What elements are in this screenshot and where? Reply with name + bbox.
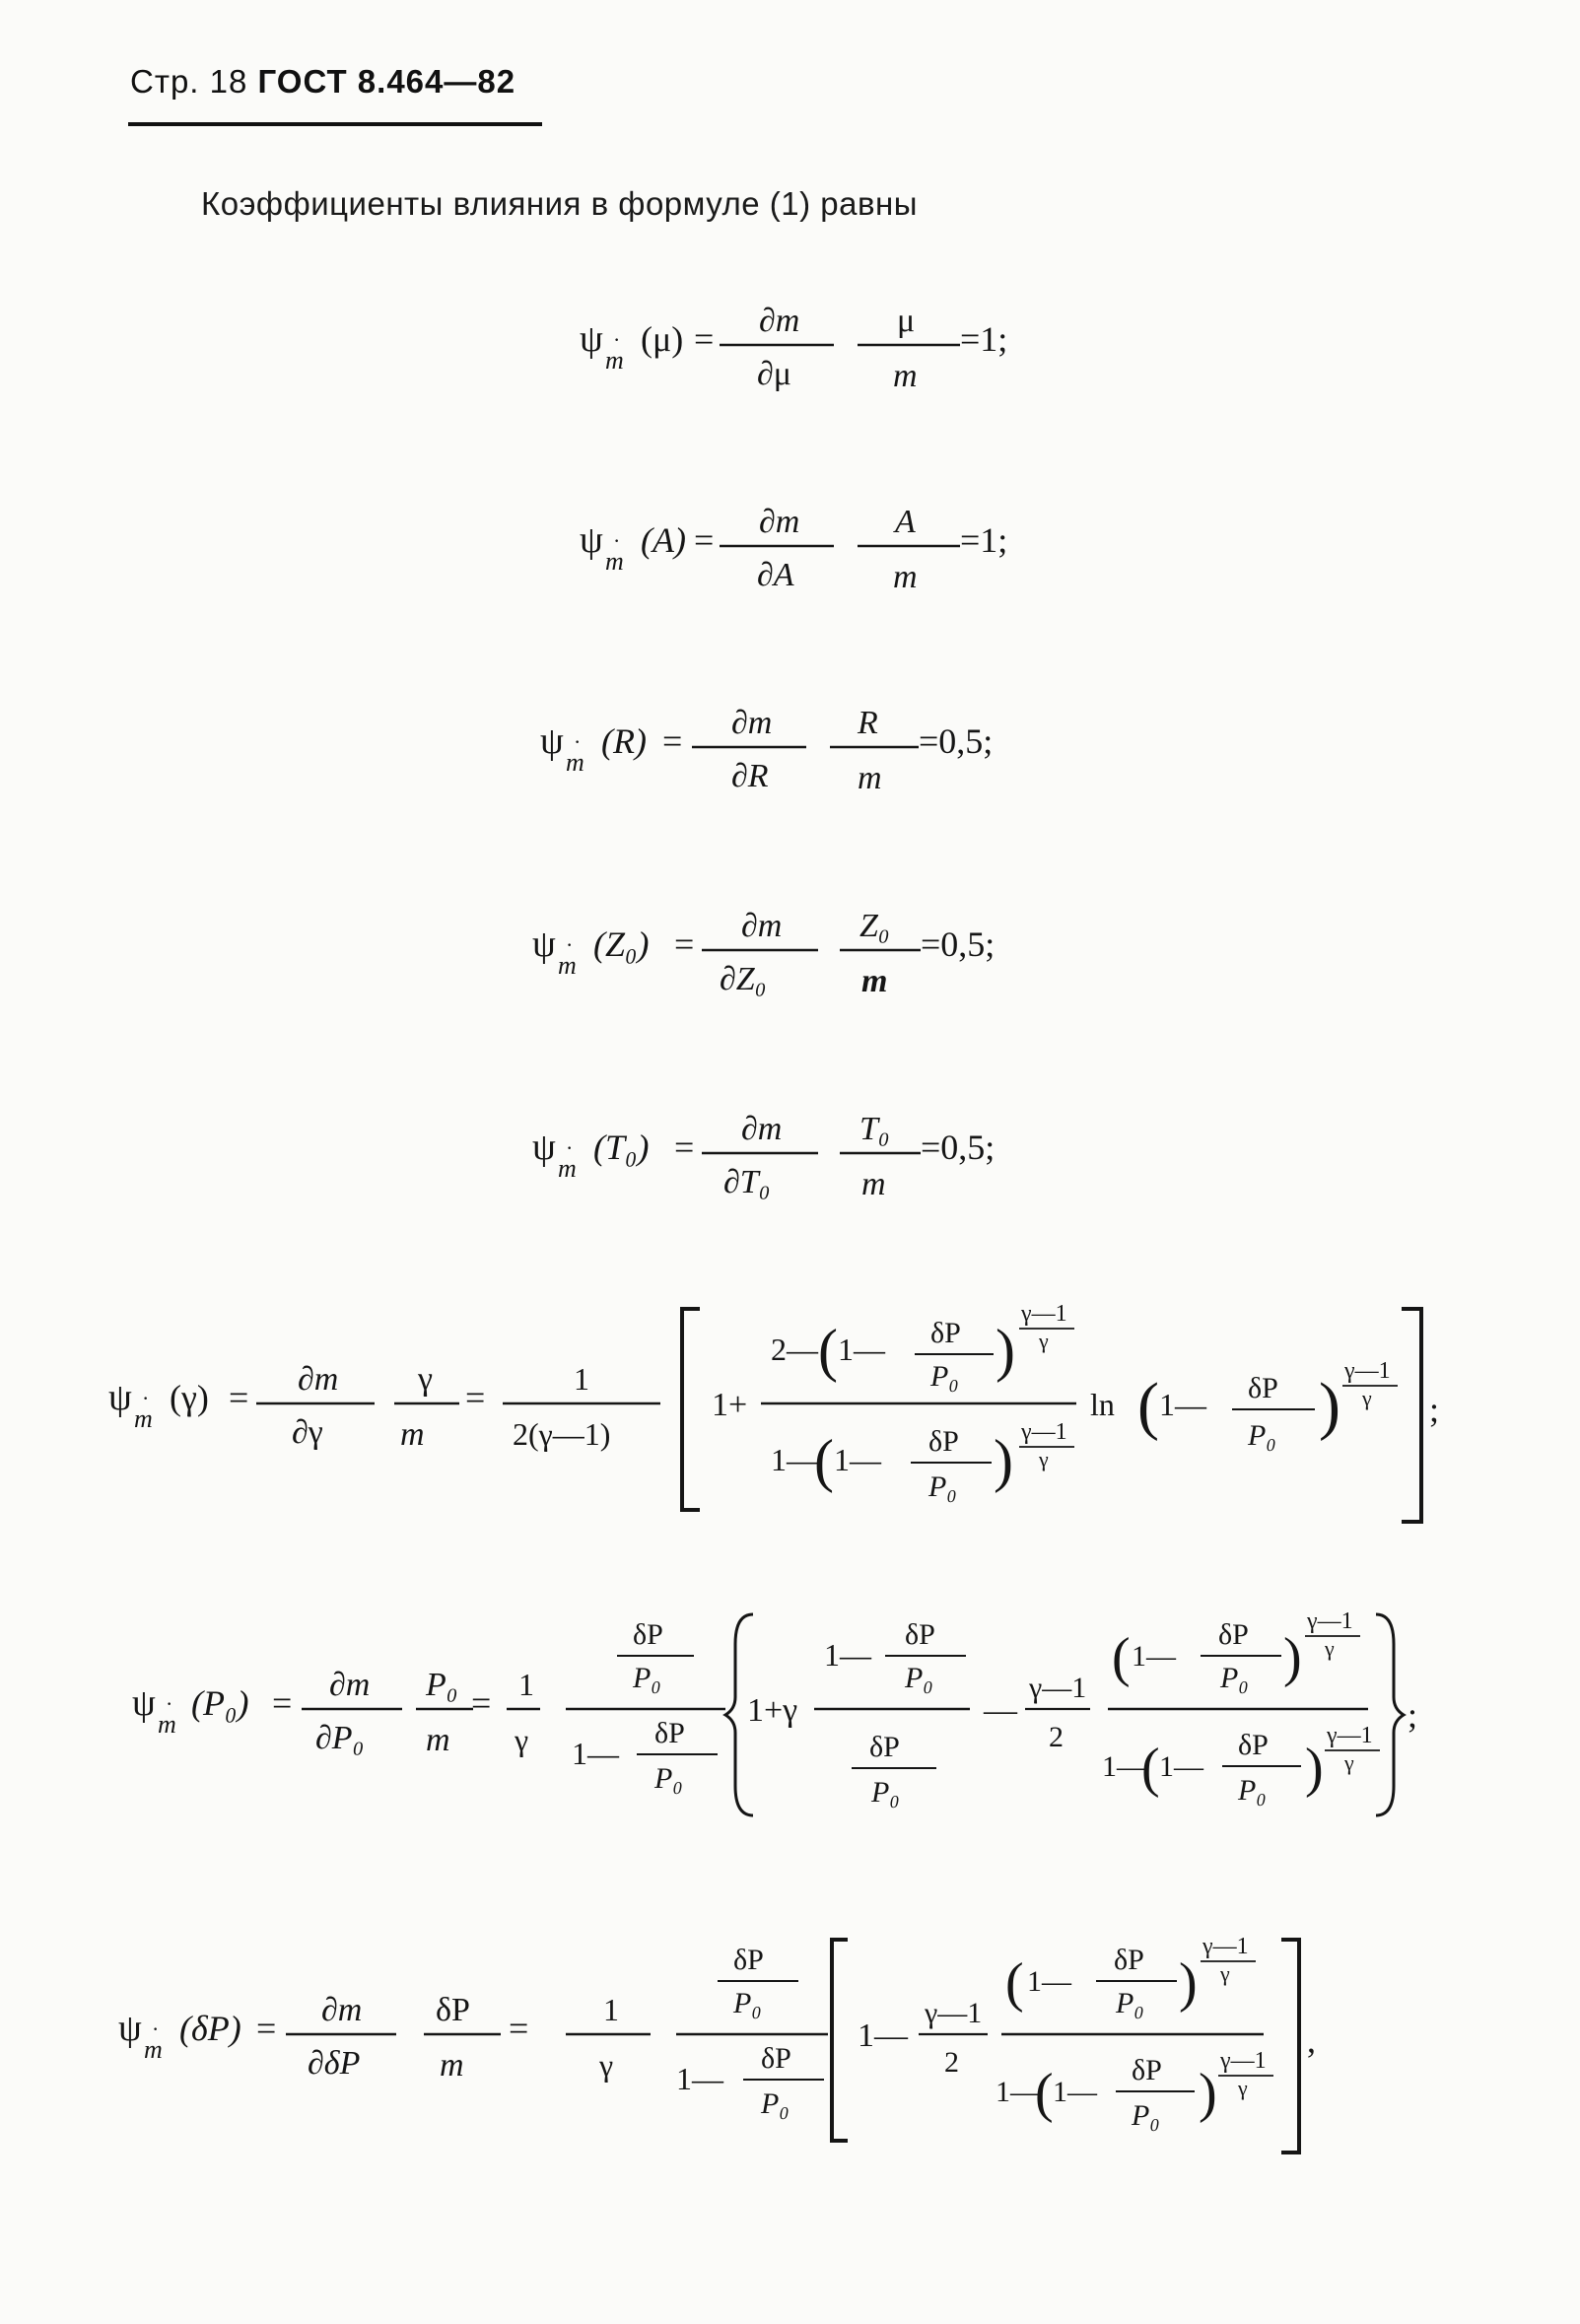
subscript-m: m [558, 1154, 577, 1183]
minus: — [984, 1692, 1017, 1729]
result: =0,5; [921, 924, 996, 964]
delta-p: δP [928, 1425, 959, 1458]
equals: = [465, 1378, 486, 1417]
paren: ( [814, 1428, 834, 1493]
two: 2 [944, 2046, 959, 2079]
equals: = [694, 520, 715, 560]
argument: (γ) [170, 1378, 209, 1417]
p-zero: P₀ [733, 1987, 762, 2019]
one: 1— [1102, 1750, 1146, 1783]
paren: ( [1112, 1627, 1131, 1688]
paren: ) [1199, 2063, 1217, 2124]
psi-symbol: ψ [132, 1682, 156, 1724]
one: 1+ [712, 1387, 748, 1423]
denominator-m: m [893, 559, 918, 595]
exponent-den: γ [1362, 1386, 1372, 1410]
p-zero: P₀ [633, 1662, 661, 1694]
paren: ) [1283, 1627, 1302, 1688]
dot-accent: · [613, 528, 621, 553]
two: 2 [1049, 1721, 1064, 1753]
delta-p: δP [633, 1618, 663, 1651]
denominator-m: m [861, 1166, 886, 1202]
gamma: γ [515, 1722, 529, 1757]
p-zero: P₀ [1248, 1419, 1276, 1452]
p-zero: P₀ [905, 1662, 933, 1694]
numerator-dm: ∂m [321, 1992, 363, 2028]
one: 1— [676, 2061, 723, 2096]
one: 1— [1159, 1387, 1206, 1422]
numerator-dm: ∂m [741, 908, 783, 944]
paren: ) [994, 1428, 1013, 1493]
numerator-2: μ [897, 303, 916, 339]
formula-psi-Z0 [532, 893, 1055, 1011]
one-plus-gamma: 1+γ [747, 1692, 798, 1729]
denominator-m: m [440, 2047, 464, 2084]
one: 1— [572, 1736, 619, 1771]
psi-symbol: ψ [532, 1127, 556, 1168]
one: 1— [771, 1442, 818, 1477]
subscript-m: m [134, 1404, 153, 1433]
denominator: ∂T₀ [723, 1164, 771, 1200]
p-zero: P₀ [930, 1360, 959, 1393]
numerator-2: P₀ [426, 1667, 458, 1703]
exponent-den: γ [1238, 2076, 1248, 2100]
denominator: ∂R [731, 758, 769, 794]
numerator-dm: ∂m [731, 705, 773, 741]
numerator-2: R [858, 705, 878, 741]
delta-p: δP [869, 1731, 900, 1763]
delta-p: δP [905, 1618, 935, 1651]
paren: ) [996, 1318, 1015, 1383]
denominator: ∂P₀ [315, 1720, 365, 1756]
exponent-den: γ [1039, 1447, 1049, 1471]
one: 1— [1159, 1750, 1203, 1783]
one: 1 [603, 1992, 619, 2027]
p-zero: P₀ [1116, 1987, 1144, 2019]
equals: = [471, 1683, 492, 1723]
paren: ( [1141, 1738, 1160, 1799]
page-header [130, 63, 515, 101]
equals: = [256, 2009, 277, 2048]
psi-symbol: ψ [580, 318, 603, 360]
delta-p: δP [733, 1944, 764, 1976]
formula-psi-T0 [532, 1096, 1055, 1214]
dot-accent: · [152, 2016, 160, 2041]
argument: (P₀) [191, 1683, 249, 1723]
result: =0,5; [919, 721, 994, 761]
one: 1— [1053, 2076, 1097, 2108]
denominator-m: m [861, 963, 888, 999]
formula-psi-A [580, 489, 1053, 607]
psi-symbol: ψ [118, 2008, 142, 2049]
one: 1— [996, 2076, 1040, 2108]
left-bracket [832, 1940, 848, 2141]
equals: = [674, 924, 695, 964]
equals: = [509, 2009, 529, 2048]
dot-accent: · [574, 729, 582, 754]
denominator-m: m [400, 1416, 425, 1453]
paren: ) [1319, 1370, 1340, 1442]
one: 1— [1132, 1640, 1176, 1673]
one: 1 [518, 1667, 534, 1702]
header-rule [128, 122, 542, 126]
numerator-2: T₀ [859, 1111, 890, 1147]
exponent-num: γ—1 [1307, 1608, 1353, 1634]
denominator: ∂Z₀ [720, 961, 767, 997]
subscript-m: m [605, 547, 624, 576]
paren: ( [1035, 2063, 1054, 2124]
paren: ( [818, 1318, 838, 1383]
subscript-m: m [158, 1710, 176, 1739]
psi-symbol: ψ [540, 720, 564, 762]
subscript-m: m [566, 748, 584, 777]
left-bracket [682, 1309, 700, 1510]
exponent-den: γ [1039, 1329, 1049, 1353]
delta-p: δP [1132, 2054, 1162, 2086]
subscript-m: m [144, 2035, 163, 2064]
p-zero: P₀ [654, 1762, 683, 1795]
p-zero: P₀ [761, 2087, 790, 2120]
ln: ln [1090, 1387, 1115, 1422]
exponent-den: γ [1344, 1750, 1354, 1775]
numerator-2: Z₀ [859, 908, 890, 944]
exponent-num: γ—1 [1202, 1934, 1249, 1959]
exponent-num: γ—1 [1344, 1358, 1391, 1384]
p-zero: P₀ [1220, 1662, 1249, 1694]
denominator-m: m [858, 760, 882, 796]
one: 1— [824, 1637, 871, 1673]
delta-p: δP [654, 1717, 685, 1749]
paren: ( [1005, 1952, 1024, 2014]
delta-p: δP [1238, 1729, 1269, 1761]
denominator: ∂A [757, 557, 794, 593]
gamma: γ [599, 2047, 614, 2083]
numerator-dm: ∂m [298, 1361, 339, 1398]
numerator-2: δP [436, 1992, 470, 2028]
result: =1; [960, 520, 1008, 560]
argument: (δP) [179, 2009, 241, 2048]
exponent-num: γ—1 [1021, 1419, 1067, 1445]
numerator-dm: ∂m [329, 1667, 371, 1703]
formula-psi-mu [580, 288, 1053, 406]
result: =1; [960, 319, 1008, 359]
delta-p: δP [1218, 1618, 1249, 1651]
comma: , [1307, 2020, 1316, 2060]
psi-symbol: ψ [108, 1377, 132, 1418]
argument: (R) [601, 721, 647, 761]
equals: = [674, 1128, 695, 1167]
two: 2— [771, 1332, 818, 1367]
one: 1 [574, 1361, 589, 1397]
p-zero: P₀ [928, 1470, 957, 1503]
p-zero: P₀ [1132, 2099, 1160, 2132]
dot-accent: · [566, 1135, 574, 1160]
equals: = [229, 1378, 249, 1417]
exponent-num: γ—1 [1327, 1723, 1373, 1748]
two-gamma-minus-one: 2(γ—1) [513, 1416, 611, 1452]
one: 1— [838, 1332, 885, 1367]
one-minus: 1— [858, 2017, 908, 2054]
equals: = [662, 721, 683, 761]
page-label: Стр. 18 [130, 63, 248, 100]
denominator: ∂δP [308, 2045, 361, 2082]
psi-symbol: ψ [532, 923, 556, 965]
right-bracket [1281, 1940, 1299, 2153]
one: 1— [1027, 1965, 1071, 1998]
p-zero: P₀ [871, 1776, 900, 1809]
delta-p: δP [930, 1317, 961, 1349]
numerator-dm: ∂m [759, 504, 800, 540]
numerator-dm: ∂m [759, 303, 800, 339]
equals: = [272, 1683, 293, 1723]
gamma-minus-one: γ—1 [1029, 1672, 1087, 1704]
formula-psi-gamma [108, 1299, 1449, 1536]
dot-accent: · [613, 327, 621, 352]
exponent-den: γ [1220, 1961, 1230, 1986]
paren: ) [1179, 1952, 1198, 2014]
formula-psi-R [540, 690, 1053, 808]
denominator: ∂μ [757, 356, 792, 392]
argument: (Z₀) [593, 924, 650, 964]
right-brace [1376, 1614, 1404, 1815]
delta-p: δP [1248, 1372, 1278, 1404]
equals: = [694, 319, 715, 359]
dot-accent: · [166, 1691, 173, 1716]
denominator-m: m [426, 1722, 450, 1758]
gamma-minus-one: γ—1 [925, 1997, 983, 2029]
subscript-m: m [558, 951, 577, 980]
argument: (T₀) [593, 1128, 650, 1167]
intro-text: Коэффициенты влияния в формуле (1) равны [201, 185, 918, 222]
standard-number: ГОСТ 8.464—82 [257, 63, 516, 100]
subscript-m: m [605, 346, 624, 375]
argument: (A) [641, 520, 686, 560]
denominator: ∂γ [292, 1414, 323, 1451]
dot-accent: · [566, 932, 574, 957]
dot-accent: · [142, 1386, 150, 1410]
one: 1— [834, 1442, 881, 1477]
paren: ) [1305, 1738, 1324, 1799]
numerator-dm: ∂m [741, 1111, 783, 1147]
delta-p: δP [1114, 1944, 1144, 1976]
semicolon: ; [1429, 1390, 1440, 1429]
exponent-den: γ [1325, 1636, 1335, 1661]
formula-psi-delta-p [118, 1930, 1380, 2166]
exponent-num: γ—1 [1220, 2048, 1267, 2074]
argument: (μ) [641, 319, 684, 359]
numerator-2: A [895, 504, 916, 540]
delta-p: δP [761, 2042, 791, 2075]
result: =0,5; [921, 1128, 996, 1167]
right-bracket [1402, 1309, 1421, 1522]
denominator-m: m [893, 358, 918, 394]
paren: ( [1137, 1370, 1159, 1442]
numerator-2: γ [418, 1361, 434, 1398]
psi-symbol: ψ [580, 519, 603, 561]
semicolon: ; [1408, 1695, 1418, 1735]
p-zero: P₀ [1238, 1774, 1267, 1807]
formula-psi-P0 [132, 1605, 1433, 1841]
exponent-num: γ—1 [1021, 1301, 1067, 1327]
